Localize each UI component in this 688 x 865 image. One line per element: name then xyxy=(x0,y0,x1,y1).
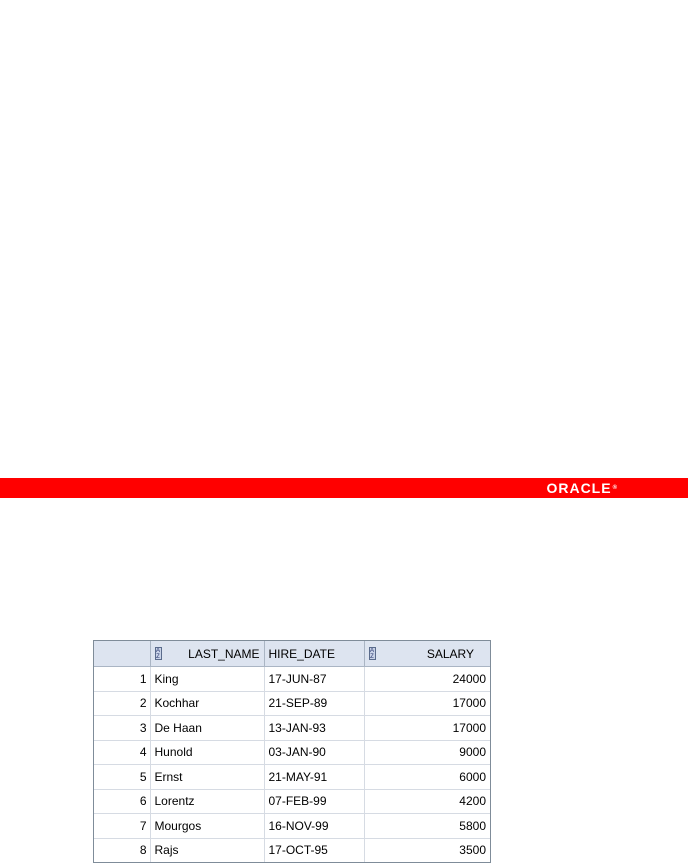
last-name-cell[interactable]: Kochhar xyxy=(150,691,264,716)
last-name-cell[interactable]: King xyxy=(150,667,264,692)
row-number-cell[interactable]: 5 xyxy=(94,765,150,790)
salary-cell[interactable]: 17000 xyxy=(364,716,490,741)
last-name-cell[interactable]: Hunold xyxy=(150,740,264,765)
row-number-cell[interactable]: 8 xyxy=(94,838,150,862)
result-rows xyxy=(94,667,490,863)
hire-date-cell[interactable]: 13-JAN-93 xyxy=(264,716,364,741)
oracle-logo xyxy=(546,480,618,496)
hire-date-cell[interactable]: 17-JUN-87 xyxy=(264,667,364,692)
column-label-salary: SALARY xyxy=(426,646,474,661)
salary-cell[interactable]: 24000 xyxy=(364,667,490,692)
last-name-cell[interactable]: Lorentz xyxy=(150,789,264,814)
last-name-cell[interactable]: Mourgos xyxy=(150,814,264,839)
table-row[interactable] xyxy=(94,789,490,814)
sort-az-icon[interactable]: A Z xyxy=(155,648,160,660)
last-name-cell[interactable]: Rajs xyxy=(150,838,264,862)
table-row[interactable] xyxy=(94,716,490,741)
row-number-header[interactable] xyxy=(94,641,150,667)
salary-cell[interactable]: 9000 xyxy=(364,740,490,765)
result-table xyxy=(94,641,490,862)
table-row[interactable] xyxy=(94,667,490,692)
hire-date-cell[interactable]: 21-SEP-89 xyxy=(264,691,364,716)
hire-date-cell[interactable]: 03-JAN-90 xyxy=(264,740,364,765)
hire-date-cell[interactable]: 16-NOV-99 xyxy=(264,814,364,839)
table-row[interactable] xyxy=(94,740,490,765)
column-label-last-name: LAST_NAME xyxy=(188,646,260,661)
salary-cell[interactable]: 3500 xyxy=(459,843,486,858)
table-row[interactable] xyxy=(94,838,490,862)
row-number-cell[interactable]: 6 xyxy=(94,789,150,814)
table-row[interactable] xyxy=(94,814,490,839)
salary-cell[interactable]: 6000 xyxy=(364,765,490,790)
column-header-hire-date[interactable] xyxy=(264,641,364,667)
oracle-brand-bar xyxy=(0,478,688,498)
column-header-last-name[interactable] xyxy=(150,641,264,667)
row-number-cell[interactable]: 7 xyxy=(94,814,150,839)
oracle-trademark: ® xyxy=(612,485,618,491)
row-number-cell[interactable]: 3 xyxy=(94,716,150,741)
row-number-cell[interactable]: 1 xyxy=(94,667,150,692)
hire-date-cell[interactable]: 07-FEB-99 xyxy=(264,789,364,814)
header-row xyxy=(94,641,490,667)
salary-cell[interactable]: 5800 xyxy=(364,814,490,839)
sort-az-icon[interactable]: A Z xyxy=(369,648,374,660)
row-number-cell[interactable]: 2 xyxy=(94,691,150,716)
row-number-cell[interactable]: 4 xyxy=(94,740,150,765)
column-header-salary[interactable] xyxy=(364,641,490,667)
hire-date-cell[interactable]: 21-MAY-91 xyxy=(264,765,364,790)
query-result-grid[interactable] xyxy=(93,640,491,863)
salary-cell[interactable]: 17000 xyxy=(364,691,490,716)
last-name-cell[interactable]: De Haan xyxy=(150,716,264,741)
salary-cell[interactable]: 4200 xyxy=(364,789,490,814)
hire-date-cell[interactable]: 17-OCT-95 xyxy=(264,838,364,862)
last-name-cell[interactable]: Ernst xyxy=(150,765,264,790)
oracle-logo-text: ORACLE xyxy=(546,480,612,496)
table-row[interactable] xyxy=(94,691,490,716)
column-label-hire-date: HIRE_DATE xyxy=(268,646,335,661)
table-row[interactable] xyxy=(94,765,490,790)
